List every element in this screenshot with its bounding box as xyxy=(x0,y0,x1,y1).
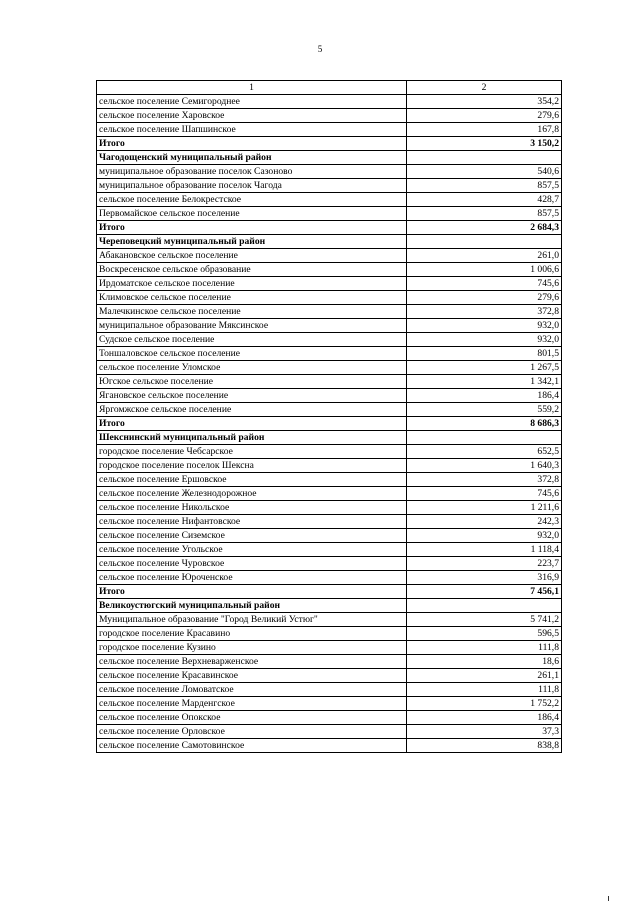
row-value-cell: 242,3 xyxy=(407,515,562,529)
district-header-row xyxy=(97,599,562,613)
table-row xyxy=(97,445,562,459)
row-name-cell: Ягановское сельское поселение xyxy=(97,389,407,403)
row-name-cell: Череповецкий муниципальный район xyxy=(97,235,407,249)
row-name-cell: городское поселение Кузино xyxy=(97,641,407,655)
row-value-cell: 223,7 xyxy=(407,557,562,571)
table-row xyxy=(97,333,562,347)
table-row xyxy=(97,305,562,319)
header-col-2: 2 xyxy=(407,81,562,95)
row-value-cell: 932,0 xyxy=(407,529,562,543)
row-value-cell: 372,8 xyxy=(407,305,562,319)
row-name-cell: Итого xyxy=(97,221,407,235)
row-name-cell: Климовское сельское поселение xyxy=(97,291,407,305)
row-name-cell: сельское поселение Железнодорожное xyxy=(97,487,407,501)
row-name-cell: сельское поселение Никольское xyxy=(97,501,407,515)
total-row xyxy=(97,585,562,599)
row-name-cell: Судское сельское поселение xyxy=(97,333,407,347)
row-value-cell: 428,7 xyxy=(407,193,562,207)
row-name-cell: сельское поселение Угольское xyxy=(97,543,407,557)
row-value-cell: 18,6 xyxy=(407,655,562,669)
row-value-cell: 2 684,3 xyxy=(407,221,562,235)
row-value-cell: 745,6 xyxy=(407,487,562,501)
row-value-cell: 857,5 xyxy=(407,179,562,193)
row-value-cell: 261,1 xyxy=(407,669,562,683)
header-col-1: 1 xyxy=(97,81,407,95)
row-name-cell: сельское поселение Ломоватское xyxy=(97,683,407,697)
row-name-cell: сельское поселение Юроченское xyxy=(97,571,407,585)
row-name-cell: Первомайское сельское поселение xyxy=(97,207,407,221)
row-value-cell: 354,2 xyxy=(407,95,562,109)
table-row xyxy=(97,473,562,487)
row-name-cell: городское поселение Красавино xyxy=(97,627,407,641)
row-name-cell: сельское поселение Уломское xyxy=(97,361,407,375)
total-row xyxy=(97,417,562,431)
row-name-cell: сельское поселение Красавинское xyxy=(97,669,407,683)
table-row xyxy=(97,641,562,655)
row-name-cell: муниципальное образование Мяксинское xyxy=(97,319,407,333)
row-name-cell: Ирдоматское сельское поселение xyxy=(97,277,407,291)
allocation-table xyxy=(96,80,562,753)
row-value-cell: 838,8 xyxy=(407,739,562,753)
row-value-cell: 279,6 xyxy=(407,109,562,123)
row-value-cell: 1 118,4 xyxy=(407,543,562,557)
row-name-cell: сельское поселение Сиземское xyxy=(97,529,407,543)
table-row xyxy=(97,361,562,375)
row-value-cell: 3 150,2 xyxy=(407,137,562,151)
table-row xyxy=(97,571,562,585)
table-row xyxy=(97,319,562,333)
table-row xyxy=(97,655,562,669)
row-name-cell: Итого xyxy=(97,417,407,431)
row-value-cell xyxy=(407,235,562,249)
row-name-cell: сельское поселение Белокрестское xyxy=(97,193,407,207)
row-value-cell: 1 006,6 xyxy=(407,263,562,277)
row-name-cell: сельское поселение Шапшинское xyxy=(97,123,407,137)
row-name-cell: Югское сельское поселение xyxy=(97,375,407,389)
district-header-row xyxy=(97,431,562,445)
row-name-cell: муниципальное образование поселок Чагода xyxy=(97,179,407,193)
row-value-cell: 167,8 xyxy=(407,123,562,137)
row-value-cell: 1 211,6 xyxy=(407,501,562,515)
table-row xyxy=(97,403,562,417)
row-value-cell xyxy=(407,431,562,445)
table-row xyxy=(97,277,562,291)
table-row xyxy=(97,725,562,739)
row-value-cell: 540,6 xyxy=(407,165,562,179)
row-value-cell: 745,6 xyxy=(407,277,562,291)
table-row xyxy=(97,207,562,221)
table-row xyxy=(97,375,562,389)
table-row xyxy=(97,627,562,641)
row-value-cell: 7 456,1 xyxy=(407,585,562,599)
row-value-cell xyxy=(407,599,562,613)
table-row xyxy=(97,95,562,109)
row-name-cell: муниципальное образование поселок Сазоново xyxy=(97,165,407,179)
row-name-cell: сельское поселение Орловское xyxy=(97,725,407,739)
row-value-cell: 261,0 xyxy=(407,249,562,263)
row-value-cell: 37,3 xyxy=(407,725,562,739)
total-row xyxy=(97,137,562,151)
table-row xyxy=(97,193,562,207)
row-value-cell: 279,6 xyxy=(407,291,562,305)
page-edge-mark xyxy=(608,896,609,901)
row-name-cell: городское поселение поселок Шексна xyxy=(97,459,407,473)
row-value-cell: 857,5 xyxy=(407,207,562,221)
row-name-cell: Воскресенское сельское образование xyxy=(97,263,407,277)
row-name-cell: сельское поселение Семигороднее xyxy=(97,95,407,109)
row-value-cell: 1 752,2 xyxy=(407,697,562,711)
table-row xyxy=(97,459,562,473)
row-value-cell: 316,9 xyxy=(407,571,562,585)
table-row xyxy=(97,165,562,179)
row-name-cell: сельское поселение Чуровское xyxy=(97,557,407,571)
row-value-cell: 1 267,5 xyxy=(407,361,562,375)
table-header-row xyxy=(97,81,562,95)
row-value-cell: 1 342,1 xyxy=(407,375,562,389)
table-row xyxy=(97,123,562,137)
row-value-cell: 111,8 xyxy=(407,641,562,655)
row-name-cell: Яргомжское сельское поселение xyxy=(97,403,407,417)
row-name-cell: сельское поселение Верхневарженское xyxy=(97,655,407,669)
row-value-cell: 932,0 xyxy=(407,319,562,333)
table-row xyxy=(97,529,562,543)
row-name-cell: Итого xyxy=(97,137,407,151)
row-name-cell: сельское поселение Марденгское xyxy=(97,697,407,711)
table-row xyxy=(97,683,562,697)
row-name-cell: сельское поселение Опокское xyxy=(97,711,407,725)
table-row xyxy=(97,543,562,557)
table-row xyxy=(97,249,562,263)
row-value-cell: 559,2 xyxy=(407,403,562,417)
row-name-cell: сельское поселение Ершовское xyxy=(97,473,407,487)
row-value-cell: 1 640,3 xyxy=(407,459,562,473)
row-name-cell: городское поселение Чебсарское xyxy=(97,445,407,459)
table-row xyxy=(97,501,562,515)
table-row xyxy=(97,487,562,501)
row-value-cell: 801,5 xyxy=(407,347,562,361)
row-value-cell: 111,8 xyxy=(407,683,562,697)
table-row xyxy=(97,613,562,627)
row-name-cell: Чагодощенский муниципальный район xyxy=(97,151,407,165)
table-row xyxy=(97,347,562,361)
table-row xyxy=(97,557,562,571)
total-row xyxy=(97,221,562,235)
table-row xyxy=(97,291,562,305)
district-header-row xyxy=(97,151,562,165)
row-name-cell: сельское поселение Харовское xyxy=(97,109,407,123)
row-value-cell xyxy=(407,151,562,165)
row-value-cell: 186,4 xyxy=(407,711,562,725)
table-row xyxy=(97,669,562,683)
row-name-cell: сельское поселение Нифантовское xyxy=(97,515,407,529)
row-value-cell: 5 741,2 xyxy=(407,613,562,627)
table-row xyxy=(97,697,562,711)
row-value-cell: 186,4 xyxy=(407,389,562,403)
table-row xyxy=(97,109,562,123)
table-row xyxy=(97,179,562,193)
table-row xyxy=(97,263,562,277)
row-value-cell: 8 686,3 xyxy=(407,417,562,431)
row-value-cell: 596,5 xyxy=(407,627,562,641)
row-name-cell: Муниципальное образование "Город Великий Устюг" xyxy=(97,613,407,627)
table-row xyxy=(97,389,562,403)
row-value-cell: 932,0 xyxy=(407,333,562,347)
row-name-cell: Малечкинское сельское поселение xyxy=(97,305,407,319)
row-value-cell: 372,8 xyxy=(407,473,562,487)
row-name-cell: Тоншаловское сельское поселение xyxy=(97,347,407,361)
row-value-cell: 652,5 xyxy=(407,445,562,459)
row-name-cell: Великоустюгский муниципальный район xyxy=(97,599,407,613)
page-number: 5 xyxy=(317,44,323,54)
row-name-cell: Итого xyxy=(97,585,407,599)
table-row xyxy=(97,739,562,753)
row-name-cell: Абакановское сельское поселение xyxy=(97,249,407,263)
row-name-cell: сельское поселение Самотовинское xyxy=(97,739,407,753)
table-row xyxy=(97,711,562,725)
district-header-row xyxy=(97,235,562,249)
row-name-cell: Шекснинский муниципальный район xyxy=(97,431,407,445)
table-row xyxy=(97,515,562,529)
